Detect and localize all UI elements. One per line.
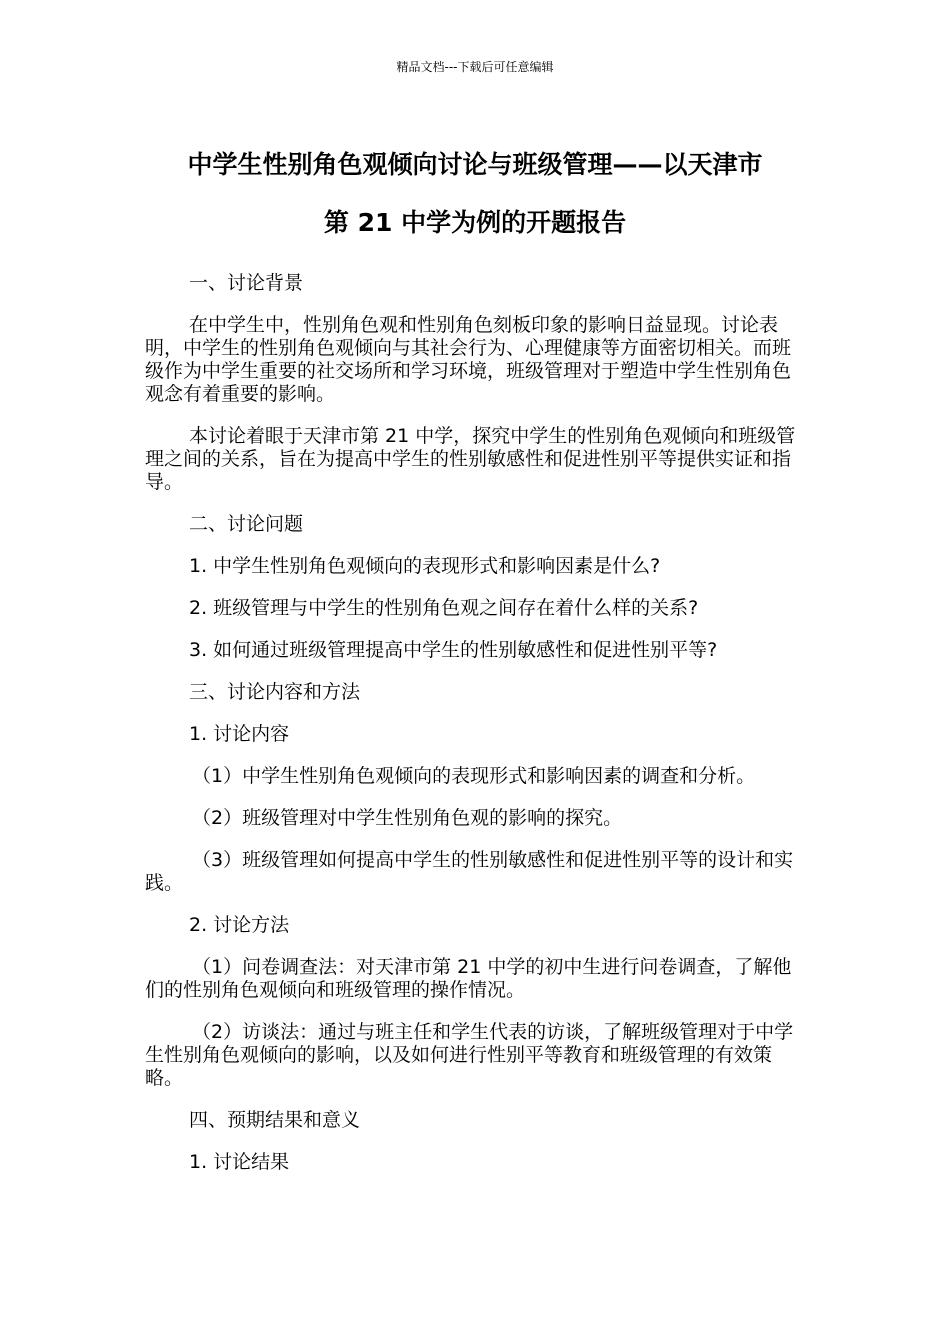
content-item-3: （3）班级管理如何提高中学生的性别敏感性和促进性别平等的设计和实践。 xyxy=(145,849,794,894)
section-heading-questions: 二、讨论问题 xyxy=(189,513,304,535)
method-item-1: （1）问卷调查法：对天津市第 21 中学的初中生进行问卷调查，了解他们的性别角色观倾向和班级管理的操作情况。 xyxy=(145,956,792,1001)
content-item-2: （2）班级管理对中学生性别角色观的影响的探究。 xyxy=(192,807,623,829)
paragraph-background-1: 在中学生中，性别角色观和性别角色刻板印象的影响日益显现。讨论表明，中学生的性别角色观倾向与其社会行为、心理健康等方面密切相关。而班级作为中学生重要的社交场所和学习环境，班级管理对于塑造中学生性别角色观念有着重要的影响。 xyxy=(145,314,792,405)
document-body xyxy=(145,272,805,1193)
question-item-1: 1. 中学生性别角色观倾向的表现形式和影响因素是什么? xyxy=(189,555,661,577)
document-title xyxy=(145,136,805,252)
content-item-1: （1）中学生性别角色观倾向的表现形式和影响因素的调查和分析。 xyxy=(192,765,756,787)
title-line-2: 第 21 中学为例的开题报告 xyxy=(323,208,627,237)
section-heading-background: 一、讨论背景 xyxy=(189,272,304,294)
paragraph-background-2: 本讨论着眼于天津市第 21 中学，探究中学生的性别角色观倾向和班级管理之间的关系，旨在为提高中学生的性别敏感性和促进性别平等提供实证和指导。 xyxy=(145,425,796,493)
section-heading-content-methods: 三、讨论内容和方法 xyxy=(189,681,361,703)
page-header-note: 精品文档---下载后可任意编辑 xyxy=(396,60,554,74)
section-heading-results: 四、预期结果和意义 xyxy=(189,1109,361,1131)
subheading-methods: 2. 讨论方法 xyxy=(189,914,290,936)
subheading-results: 1. 讨论结果 xyxy=(189,1151,290,1173)
subheading-content: 1. 讨论内容 xyxy=(189,723,290,745)
question-item-2: 2. 班级管理与中学生的性别角色观之间存在着什么样的关系? xyxy=(189,597,699,619)
question-item-3: 3. 如何通过班级管理提高中学生的性别敏感性和促进性别平等? xyxy=(189,639,718,661)
method-item-2: （2）访谈法：通过与班主任和学生代表的访谈，了解班级管理对于中学生性别角色观倾向的影响，以及如何进行性别平等教育和班级管理的有效策略。 xyxy=(145,1021,794,1089)
title-line-1: 中学生性别角色观倾向讨论与班级管理——以天津市 xyxy=(187,150,763,179)
